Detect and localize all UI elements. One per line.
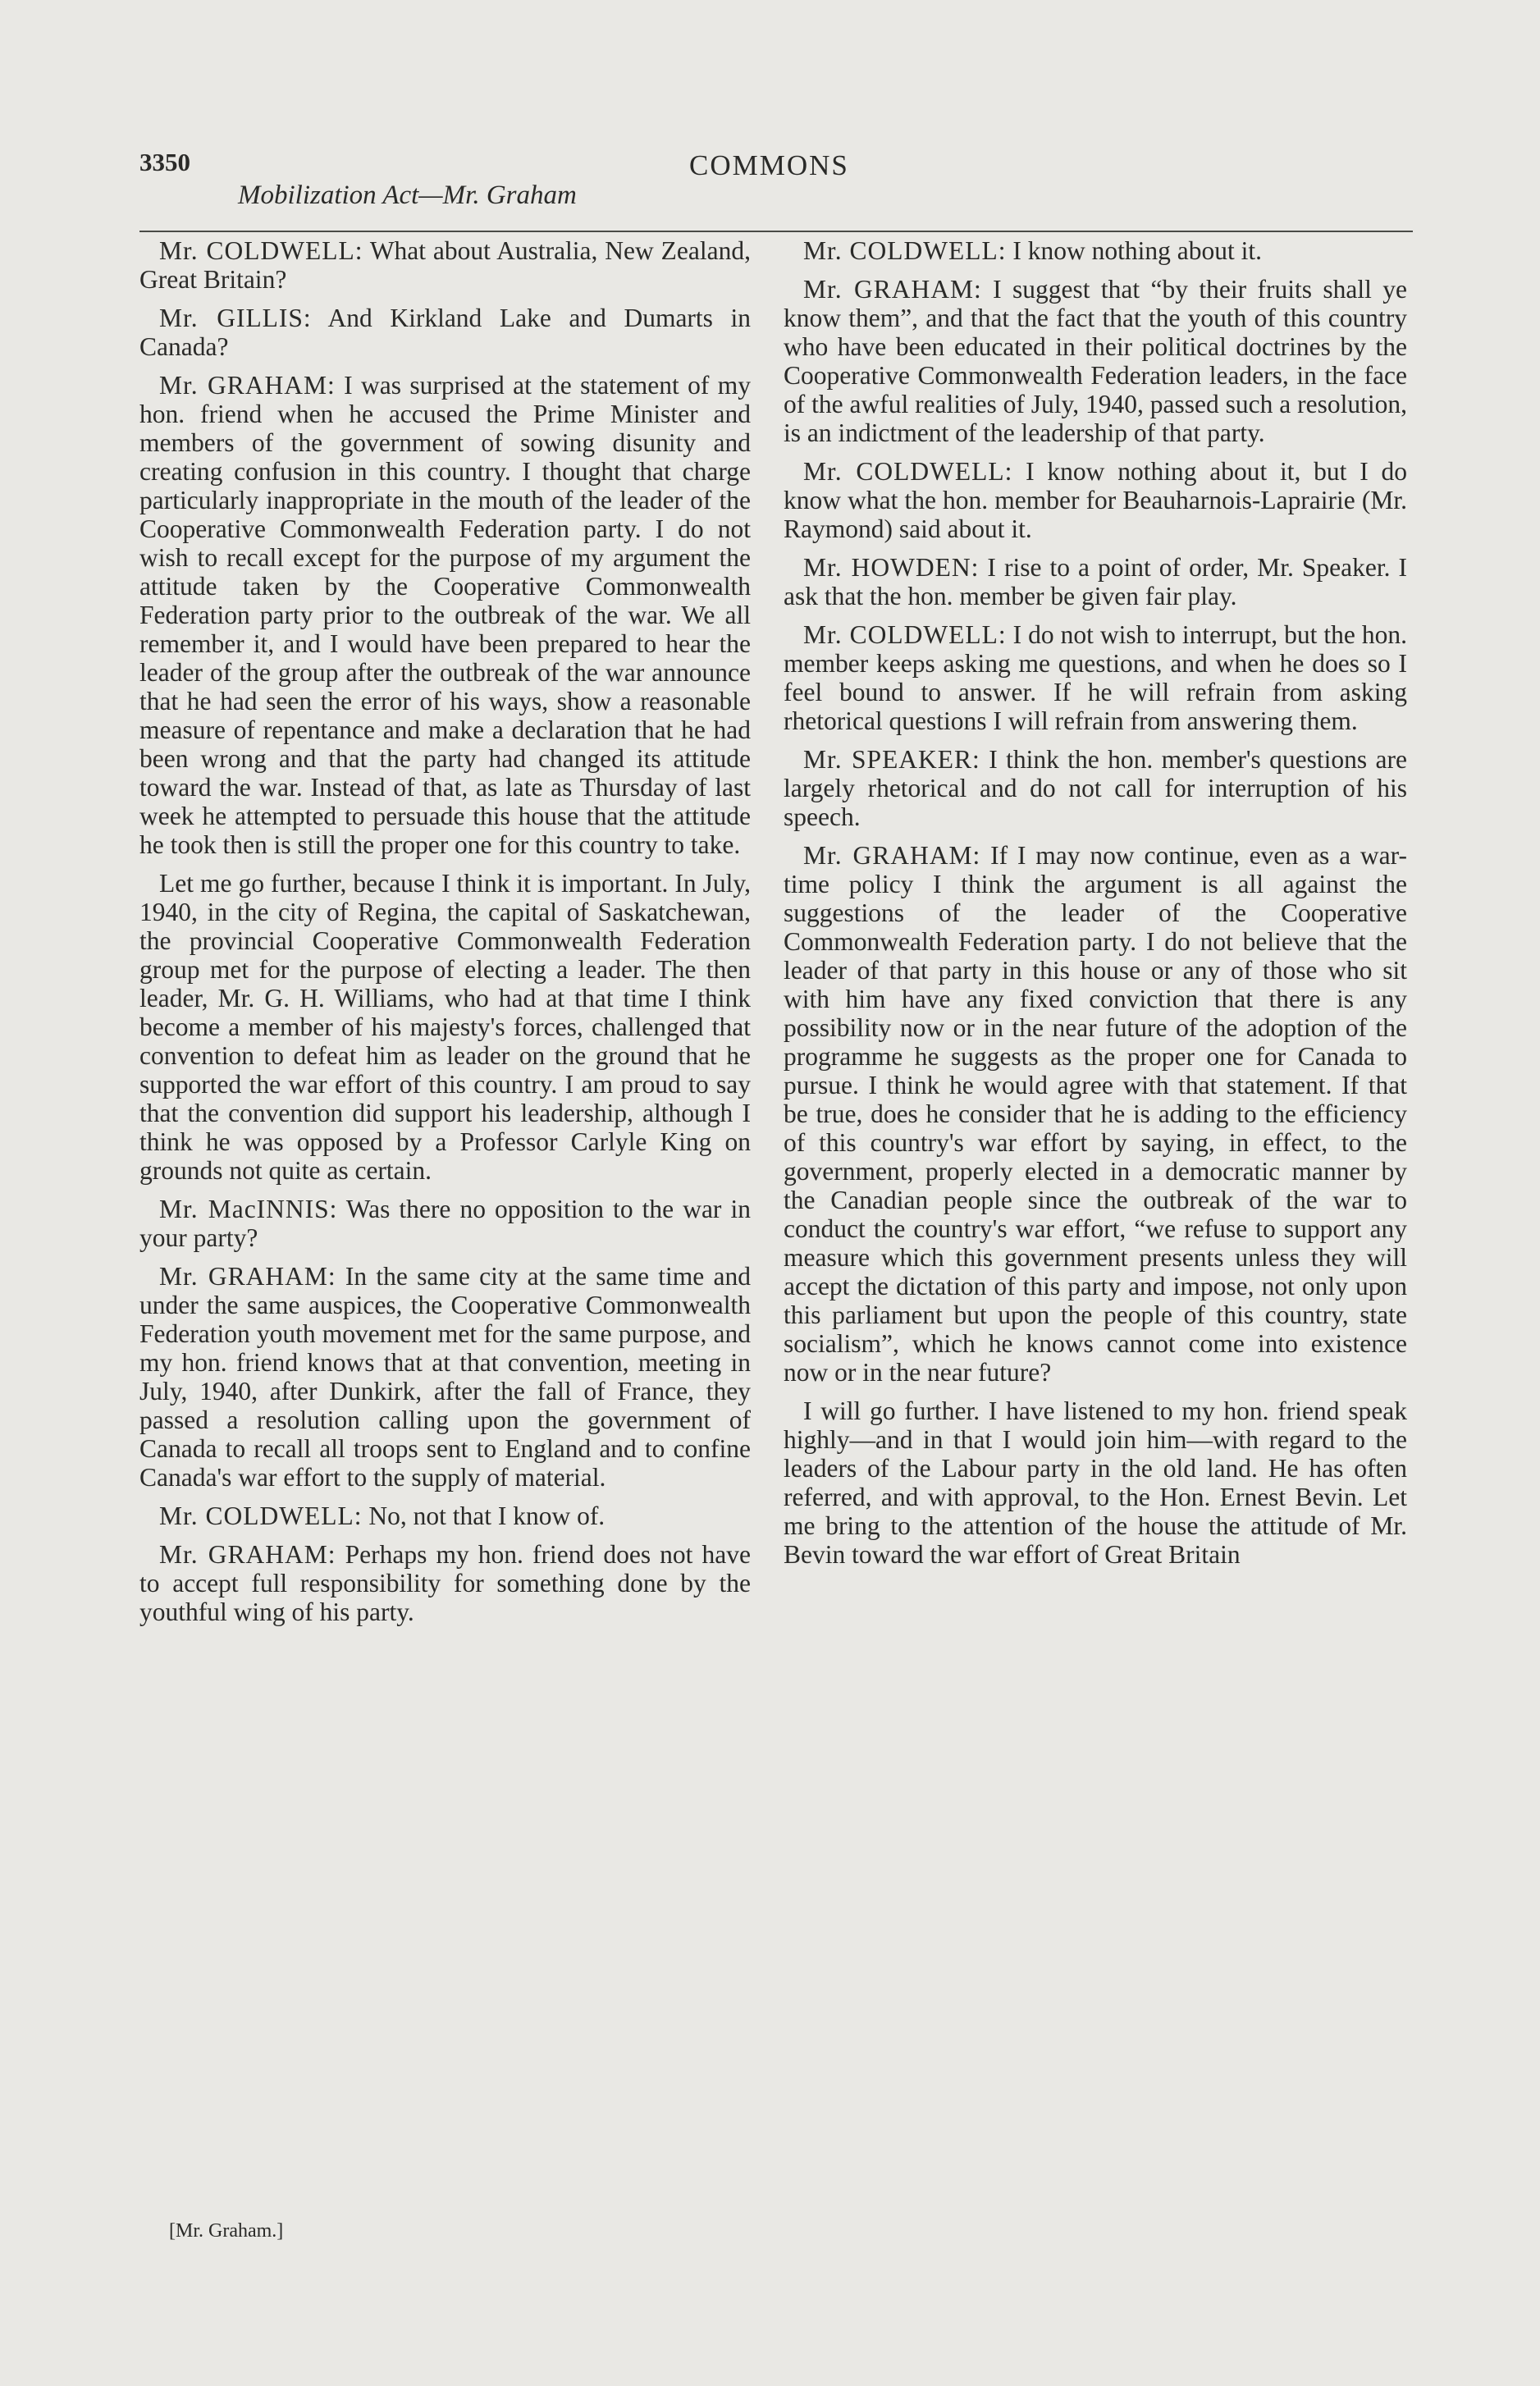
paragraph-text: I will go further. I have listened to my hon. friend speak highly—and in that I would join him—with regard to the leaders of the Labour party in the old land. He has often referred, and with approval, to the Hon. Ernest Bevin. Let me bring to the attention of the house the attitude of Mr. Bevin toward the war effort of Great Britain xyxy=(784,1396,1407,1569)
footer-speaker-tag: [Mr. Graham.] xyxy=(169,2220,284,2242)
paragraph xyxy=(784,1396,1407,1569)
paragraph xyxy=(139,1502,751,1530)
paragraph-text: Let me go further, because I think it is important. In July, 1940, in the city of Regina, the capital of Saskatchewan, the provincial Cooperative Commonwealth Federation group met for the purpose of electing a leader. The then leader, Mr. G. H. Williams, who had at that time I think become a member of his majesty's forces, challenged that convention to defeat him as leader on the ground that he supported the war effort of this country. I am proud to say that the convention did support his leadership, although I think he was opposed by a Professor Carlyle King on grounds not quite as certain. xyxy=(139,869,751,1185)
paragraph-text: What about Australia, New Zealand, Great Britain? xyxy=(139,236,751,294)
paragraph xyxy=(139,1540,751,1626)
speaker-name: Mr. COLDWELL: xyxy=(803,457,1013,486)
paragraph-text: I was surprised at the statement of my hon. friend when he accused the Prime Minister and members of the government of sowing disunity and creating confusion in this country. I thought that charge particularly inappropriate in the mouth of the leader of the Cooperative Commonwealth Federation party. I do not wish to recall except for the purpose of my argument the attitude taken by the Cooperative Commonwealth Federation party prior to the outbreak of the war. We all remember it, and I would have been prepared to hear the leader of the group after the outbreak of the war announce that he had seen the error of his ways, show a reasonable measure of repentance and make a declaration that he had been wrong and that the party had changed its attitude toward the war. Instead of that, as late as Thursday of last week he attempted to persuade this house that the attitude he took then is still the proper one for this country to take. xyxy=(139,371,752,859)
paragraph-text: No, not that I know of. xyxy=(362,1502,605,1530)
paragraph xyxy=(139,869,751,1185)
paragraph-text: I suggest that “by their fruits shall ye know them”, and that the fact that the youth of this country who have been educated in their political doctrines by the Cooperative Commonwealth Federation leaders, in the face of the awful realities of July, 1940, passed such a resolution, is an indictment of the leadership of that party. xyxy=(784,275,1407,447)
paragraph xyxy=(784,236,1407,265)
paragraph xyxy=(784,620,1407,735)
paragraph-text: If I may now continue, even as a war-time policy I think the argument is all against the suggestions of the leader of the Cooperative Commonwealth Federation party. I do not believe that the leader of that party in this house or any of those who sit with him have any fixed conviction that there is any possibility now or in the near future of the adoption of the programme he suggests as the proper one for Canada to pursue. I think he would agree with that statement. If that be true, does he consider that he is adding to the efficiency of this country's war effort by saying, in effect, to the government, properly elected in a democratic manner by the Canadian people since the outbreak of the war to conduct the country's war effort, “we refuse to support any measure which this government presents unless they will accept the dictation of this party and impose, not only upon this parliament but upon the people of this country, state socialism”, which he knows cannot come into existence now or in the near future? xyxy=(784,841,1407,1387)
paragraph-text: I know nothing about it, but I do know what the hon. member for Beauharnois-Laprairie (Mr. Raymond) said about it. xyxy=(784,457,1407,543)
paragraph-text: And Kirkland Lake and Dumarts in Canada? xyxy=(139,304,751,361)
speaker-name: Mr. HOWDEN: xyxy=(803,553,980,582)
speaker-name: Mr. COLDWELL: xyxy=(803,236,1007,265)
paragraph xyxy=(139,371,751,859)
paragraph xyxy=(784,553,1407,610)
paragraph-text: I know nothing about it. xyxy=(1006,236,1262,265)
paragraph xyxy=(139,304,751,361)
speaker-name: Mr. GRAHAM: xyxy=(803,841,981,870)
paragraph-text: Was there no opposition to the war in your party? xyxy=(139,1195,751,1252)
paragraph xyxy=(139,1195,751,1252)
header-rule xyxy=(139,231,1413,232)
speaker-name: Mr. COLDWELL: xyxy=(159,236,363,265)
paragraph-text: I do not wish to interrupt, but the hon. member keeps asking me questions, and when he does so I feel bound to answer. If he will refrain from asking rhetorical questions I will refrain from answering them. xyxy=(784,620,1408,735)
speaker-name: Mr. GRAHAM: xyxy=(159,1540,336,1569)
page-title: COMMONS xyxy=(689,149,849,181)
speaker-name: Mr. GRAHAM: xyxy=(803,275,982,304)
left-column xyxy=(139,236,751,1636)
paragraph-text: I rise to a point of order, Mr. Speaker. I ask that the hon. member be given fair play. xyxy=(784,553,1407,610)
paragraph-text: Perhaps my hon. friend does not have to accept full responsibility for something done by the youthful wing of his party. xyxy=(139,1540,751,1626)
speaker-name: Mr. MacINNIS: xyxy=(159,1195,338,1223)
speaker-name: Mr. COLDWELL: xyxy=(159,1502,363,1530)
speaker-name: Mr. SPEAKER: xyxy=(803,745,980,774)
paragraph xyxy=(784,745,1407,831)
speaker-name: Mr. GILLIS: xyxy=(159,304,312,332)
paragraph xyxy=(784,275,1407,447)
paragraph xyxy=(784,841,1407,1387)
right-column xyxy=(784,236,1407,1579)
paragraph-text: In the same city at the same time and under the same auspices, the Cooperative Commonwealth Federation youth movement met for the same purpose, and my hon. friend knows that at that convention, meeting in July, 1940, after Dunkirk, after the fall of France, they passed a resolution calling upon the government of Canada to recall all troops sent to England and to confine Canada's war effort to the supply of material. xyxy=(139,1262,751,1492)
paragraph xyxy=(784,457,1407,543)
speaker-name: Mr. COLDWELL: xyxy=(803,620,1007,649)
speaker-name: Mr. GRAHAM: xyxy=(159,1262,336,1291)
paragraph xyxy=(139,236,751,294)
page-number: 3350 xyxy=(139,148,190,176)
running-head: Mobilization Act—Mr. Graham xyxy=(238,181,577,210)
paragraph xyxy=(139,1262,751,1492)
speaker-name: Mr. GRAHAM: xyxy=(159,371,336,400)
paragraph-text: I think the hon. member's questions are largely rhetorical and do not call for interruption of his speech. xyxy=(784,745,1407,831)
